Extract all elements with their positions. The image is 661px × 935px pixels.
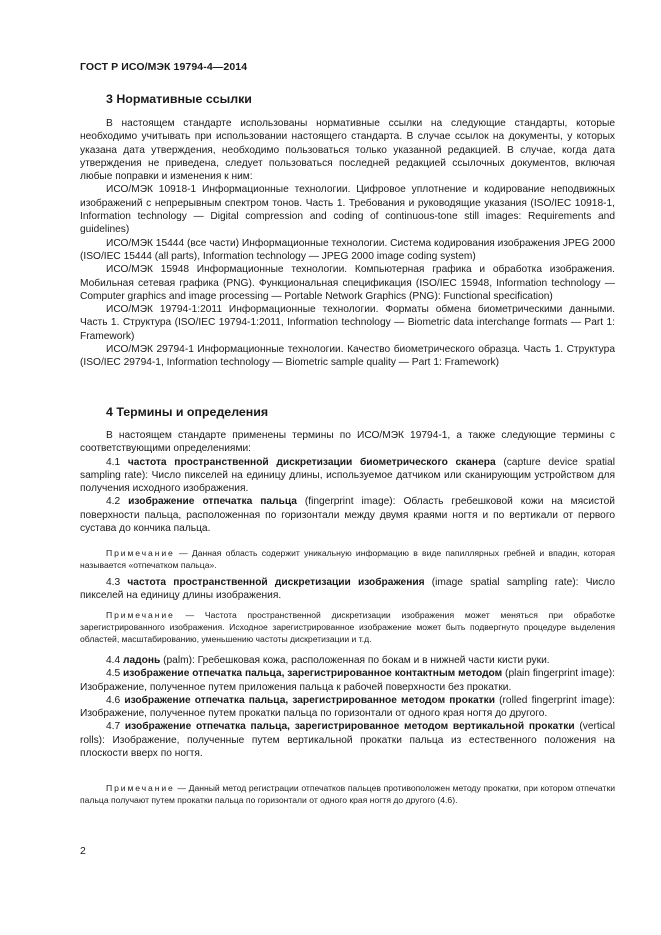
term-4-3: 4.3 частота пространственной дискретизации изображения (image spatial sampling rate): Число пикселей на единицу длины изображения. <box>80 577 615 602</box>
note-3: Примечание — Данный метод регистрации отпечатков пальцев противоположен методу прокатки, при котором отпечатки пальца получают путем прокатки пальца по горизонтали от одного края ногтя до другого (4.6). <box>80 783 615 805</box>
term-4-4: 4.4 ладонь (palm): Гребешковая кожа, расположенная по бокам и в нижней части кисти руки. <box>106 655 550 666</box>
section-4-intro-block <box>80 429 615 535</box>
note-3-label: Примечание <box>106 783 175 793</box>
section-3-body <box>80 117 615 370</box>
reference-iso-19794-1: ИСО/МЭК 19794-1:2011 Информационные технологии. Форматы обмена биометрическими данными. Часть 1. Структура (ISO/IEC 19794-1:2011, Information technology — Biometric data interchange formats — Part 1: Framework) <box>80 304 615 342</box>
terms-4-4-to-4-7 <box>80 654 615 760</box>
term-4-5: 4.5 изображение отпечатка пальца, зарегистрированное контактным методом (plain fingerprint image): Изображение, полученное путем приложения пальца к рабочей поверхности без прокатки. <box>80 668 615 693</box>
reference-iso-10918: ИСО/МЭК 10918-1 Информационные технологии. Цифровое уплотнение и кодирование неподвижных изображений с непрерывным спектром тонов. Часть 1. Требования и руководящие указания (ISO/IEC 10918-1, Information technology — Digital compression and coding of continuous-tone still images: Requirements and guidelines) <box>80 184 615 236</box>
term-4-1-name: частота пространственной дискретизации биометрического сканера <box>127 456 496 468</box>
section-3-intro: В настоящем стандарте использованы нормативные ссылки на следующие стандарты, которые необходимо учитывать при использовании настоящего стандарта. В случае ссылок на документы, у которых указана дата утверждения, необходимо пользоваться только указанной редакцией. В случае, когда дата утверждения не приведена, следует пользоваться последней редакцией ссылочных документов, включая любые поправки и изменения к ним: <box>80 118 615 183</box>
page-number: 2 <box>80 845 86 857</box>
term-4-2-name: изображение отпечатка пальца <box>128 496 297 508</box>
term-4-4-name: ладонь <box>123 655 161 666</box>
term-4-7-name: изображение отпечатка пальца, зарегистрированное методом вертикальной прокатки <box>124 721 575 733</box>
reference-iso-29794-1: ИСО/МЭК 29794-1 Информационные технологии. Качество биометрического образца. Часть 1. Структура (ISO/IEC 29794-1, Information technology — Biometric sample quality — Part 1: Framework) <box>80 344 615 369</box>
section-4-title: 4 Термины и определения <box>106 405 269 419</box>
term-4-7: 4.7 изображение отпечатка пальца, зарегистрированное методом вертикальной прокатки (vertical rolls): Изображение, полученные путем вертикальной прокатки пальца из естественного положения на плоскости вверх по ногтя. <box>80 721 615 760</box>
reference-iso-15444: ИСО/МЭК 15444 (все части) Информационные технологии. Система кодирования изображения JPEG 2000 (ISO/IEC 15444 (all parts), Information technology — JPEG 2000 image coding system) <box>80 237 615 262</box>
term-4-5-name: изображение отпечатка пальца, зарегистрированное контактным методом <box>123 668 503 680</box>
term-4-1: 4.1 частота пространственной дискретизации биометрического сканера (capture device spatial sampling rate): Число пикселей на единицу длины, используемое датчиком или сканирующим устройством для получения исходного изображения. <box>80 456 615 495</box>
term-4-6-name: изображение отпечатка пальца, зарегистрированное методом прокатки <box>124 694 495 706</box>
document-header: ГОСТ Р ИСО/МЭК 19794-4—2014 <box>80 61 248 73</box>
note-2: Примечание — Частота пространственной дискретизации изображения может меняться при обработке зарегистрированного изображения. Исходное зарегистрированное изображение может быть подвергнуто процедуре выделения областей, масштабированию, уменьшению частоты дискретизации и т.д. <box>80 610 615 644</box>
term-4-6: 4.6 изображение отпечатка пальца, зарегистрированное методом прокатки (rolled fingerprint image): Изображение, полученное путем прокатки пальца по горизонтали от одного края ногтя до другого. <box>80 694 615 720</box>
note-1: Примечание — Данная область содержит уникальную информацию в виде папиллярных гребней и впадин, которая называется «отпечатком пальца». <box>80 548 615 570</box>
term-4-3-block <box>80 576 615 603</box>
term-4-3-name: частота пространственной дискретизации изображения <box>127 577 425 588</box>
note-2-label: Примечание <box>106 610 175 620</box>
note-1-label: Примечание <box>106 548 175 558</box>
section-4-intro: В настоящем стандарте применены термины по ИСО/МЭК 19794-1, а также следующие термины с соответствующими определениями: <box>80 430 615 455</box>
section-3-title: 3 Нормативные ссылки <box>106 92 252 106</box>
reference-iso-15948: ИСО/МЭК 15948 Информационные технологии. Компьютерная графика и обработка изображения. Мобильная сетевая графика (PNG). Функциональная спецификация (ISO/IEC 15948, Information technology — Computer graphics and image processing — Portable Network Graphics (PNG): Functional specification) <box>80 264 615 302</box>
term-4-2: 4.2 изображение отпечатка пальца (fingerprint image): Область гребешковой кожи на мясистой поверхности пальца, расположенная по горизонтали между двумя краями ногтя и по вертикали от первого сустава до кончика пальца. <box>80 496 615 535</box>
